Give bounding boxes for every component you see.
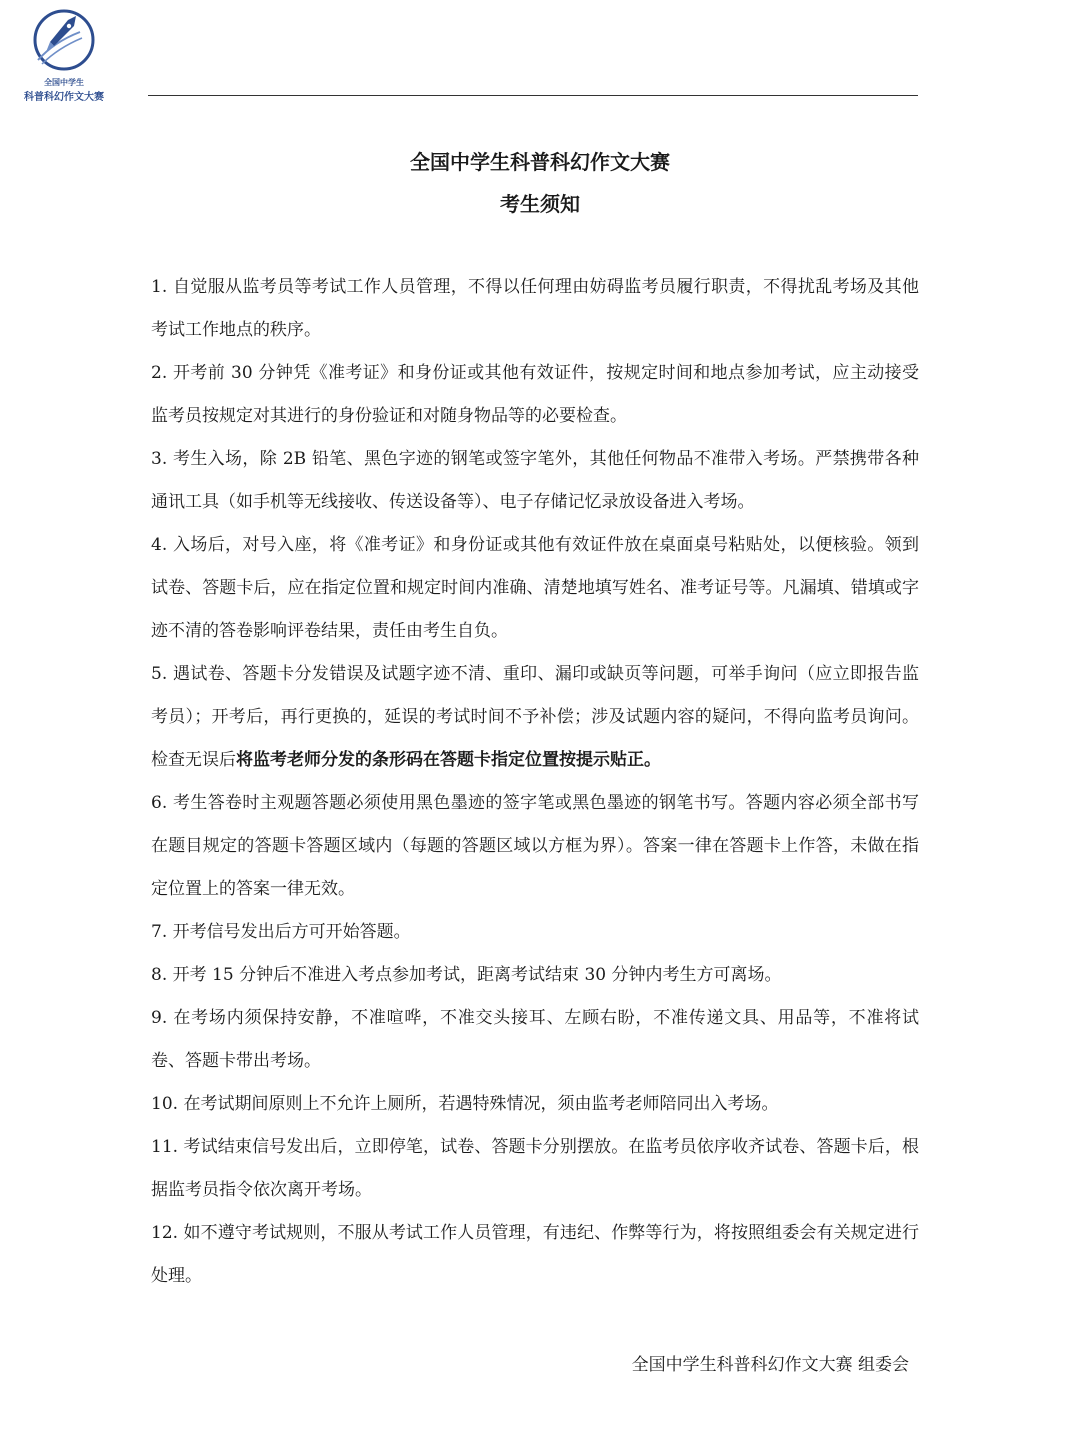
rule-text: 10. 在考试期间原则上不允许上厕所，若遇特殊情况，须由监考老师陪同出入考场。 <box>151 1094 779 1114</box>
rule-item <box>151 352 919 438</box>
rule-item <box>151 266 919 352</box>
page-title: 全国中学生科普科幻作文大赛 <box>410 150 670 174</box>
logo-title: 科普科幻作文大赛 <box>24 92 104 103</box>
rule-item <box>151 782 919 911</box>
rule-text: 8. 开考 15 分钟后不准进入考点参加考试，距离考试结束 30 分钟内考生方可离场。 <box>151 965 782 985</box>
signature: 全国中学生科普科幻作文大赛 组委会 <box>631 1355 909 1375</box>
rule-text: 11. 考试结束信号发出后，立即停笔，试卷、答题卡分别摆放。在监考员依序收齐试卷、答题卡后，根据监考员指令依次离开考场。 <box>151 1137 919 1200</box>
rule-item <box>151 438 919 524</box>
rule-text: 2. 开考前 30 分钟凭《准考证》和身份证或其他有效证件，按规定时间和地点参加考试，应主动接受监考员按规定对其进行的身份验证和对随身物品等的必要检查。 <box>151 363 919 426</box>
rule-emphasis: 将监考老师分发的条形码在答题卡指定位置按提示贴正。 <box>236 750 661 770</box>
rule-item <box>151 997 919 1083</box>
page-subtitle: 考生须知 <box>500 192 580 216</box>
rule-text: 3. 考生入场，除 2B 铅笔、黑色字迹的钢笔或签字笔外，其他任何物品不准带入考场。严禁携带各种通讯工具（如手机等无线接收、传送设备等）、电子存储记忆录放设备进入考场。 <box>151 449 919 512</box>
rule-text: 5. 遇试卷、答题卡分发错误及试题字迹不清、重印、漏印或缺页等问题，可举手询问（应立即报告监考员）；开考后，再行更换的，延误的考试时间不予补偿；涉及试题内容的疑问，不得向监考员询问。检查无误后 <box>151 664 919 770</box>
logo <box>14 8 114 103</box>
logo-subtitle: 全国中学生 <box>44 78 84 87</box>
rule-text: 9. 在考场内须保持安静，不准喧哗，不准交头接耳、左顾右盼，不准传递文具、用品等，不准将试卷、答题卡带出考场。 <box>151 1008 919 1071</box>
rule-text: 6. 考生答卷时主观题答题必须使用黑色墨迹的签字笔或黑色墨迹的钢笔书写。答题内容必须全部书写在题目规定的答题卡答题区域内（每题的答题区域以方框为界）。答案一律在答题卡上作答，未做在指定位置上的答案一律无效。 <box>151 793 919 899</box>
rule-text: 1. 自觉服从监考员等考试工作人员管理，不得以任何理由妨碍监考员履行职责，不得扰乱考场及其他考试工作地点的秩序。 <box>151 277 919 340</box>
rule-item <box>151 1212 919 1298</box>
rocket-icon <box>24 8 104 76</box>
rule-text: 12. 如不遵守考试规则，不服从考试工作人员管理，有违纪、作弊等行为，将按照组委会有关规定进行处理。 <box>151 1223 919 1286</box>
rule-text: 7. 开考信号发出后方可开始答题。 <box>151 922 411 942</box>
rule-item <box>151 1083 919 1126</box>
rule-item <box>151 954 919 997</box>
rule-item <box>151 653 919 782</box>
rule-text: 4. 入场后，对号入座，将《准考证》和身份证或其他有效证件放在桌面桌号粘贴处，以便核验。领到试卷、答题卡后，应在指定位置和规定时间内准确、清楚地填写姓名、准考证号等。凡漏填、错填或字迹不清的答卷影响评卷结果，责任由考生自负。 <box>151 535 919 641</box>
rule-item <box>151 524 919 653</box>
header-divider <box>148 95 918 96</box>
rule-item <box>151 1126 919 1212</box>
rule-item <box>151 911 919 954</box>
